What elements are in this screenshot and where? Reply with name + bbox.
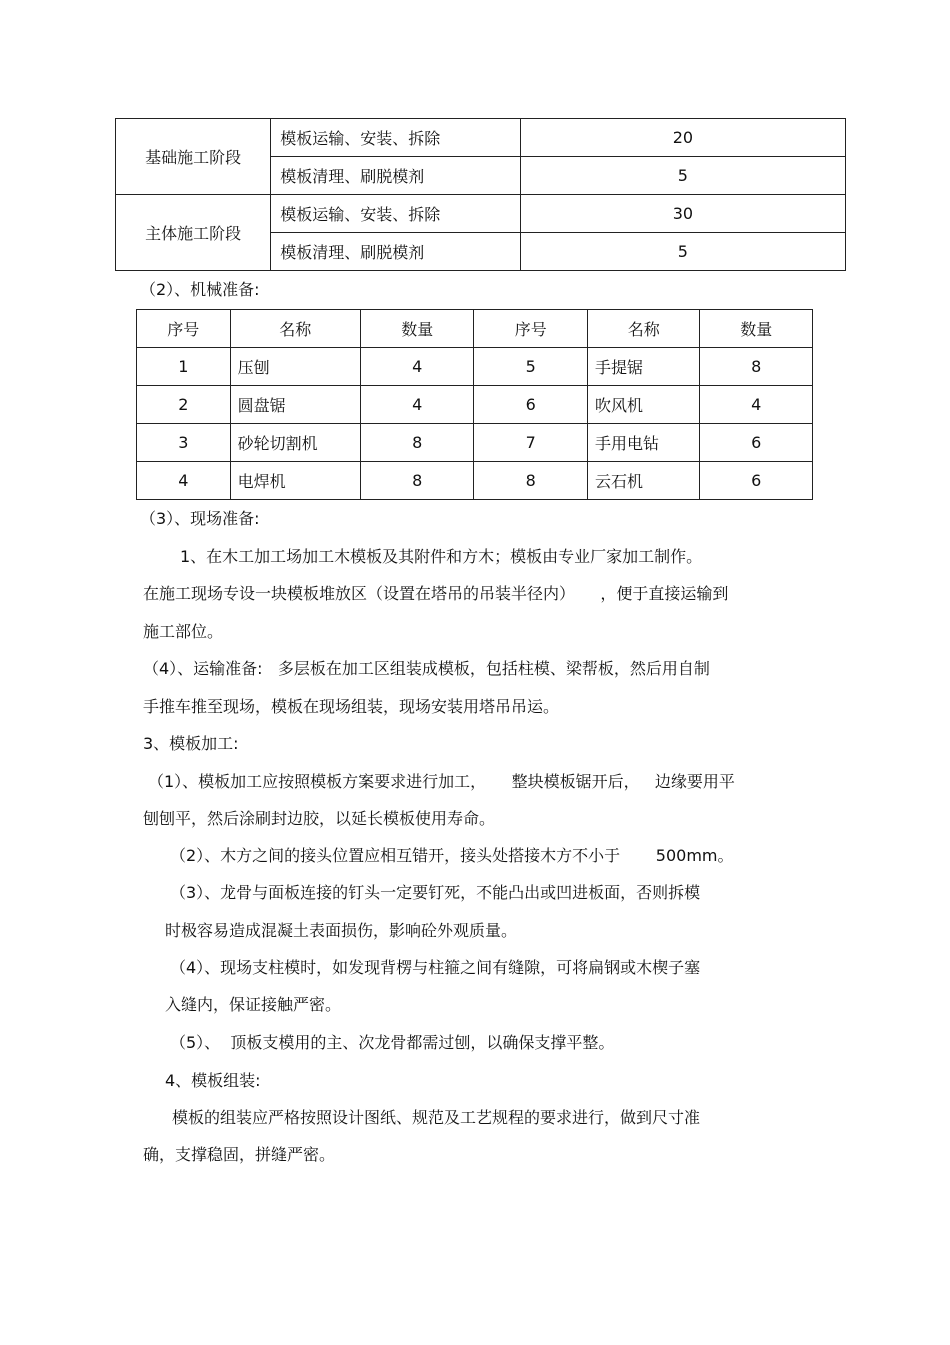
table-cell: 7 — [474, 424, 587, 462]
table-cell: 吹风机 — [587, 386, 700, 424]
table-cell: 8 — [361, 462, 474, 500]
table-cell: 4 — [700, 386, 813, 424]
paragraph-line: （5）、 顶板支模用的主、次龙骨都需过刨，以确保支撑平整。 — [170, 1033, 615, 1052]
paragraph-line: 手推车推至现场，模板在现场组装，现场安装用塔吊吊运。 — [143, 697, 560, 716]
stage-cell: 基础施工阶段 — [116, 119, 271, 195]
table-row — [137, 462, 813, 500]
table-cell: 8 — [700, 348, 813, 386]
paragraph-line: （4）、运输准备: 多层板在加工区组装成模板，包括柱模、梁帮板，然后用自制 — [143, 659, 710, 678]
table-header-row — [137, 310, 813, 348]
table-cell: 压刨 — [230, 348, 360, 386]
paragraph-line: 入缝内，保证接触严密。 — [165, 995, 342, 1014]
table-row — [116, 119, 846, 157]
labor-table — [115, 118, 846, 271]
table-cell: 5 — [474, 348, 587, 386]
section-heading: 3、模板加工: — [143, 734, 239, 753]
table-cell: 3 — [137, 424, 231, 462]
task-cell: 模板运输、安装、拆除 — [271, 119, 520, 157]
table-cell: 8 — [361, 424, 474, 462]
table-cell: 圆盘锯 — [230, 386, 360, 424]
paragraph-line: 确，支撑稳固，拼缝严密。 — [143, 1145, 336, 1164]
table-cell: 手提锯 — [587, 348, 700, 386]
paragraph-line: 模板的组装应严格按照设计图纸、规范及工艺规程的要求进行，做到尺寸准 — [172, 1108, 701, 1127]
table-cell: 8 — [474, 462, 587, 500]
paragraph-line: （4）、现场支柱模时，如发现背楞与柱箍之间有缝隙，可将扁钢或木楔子塞 — [170, 958, 701, 977]
task-cell: 模板清理、刷脱模剂 — [271, 157, 520, 195]
stage-cell: 主体施工阶段 — [116, 195, 271, 271]
count-cell: 20 — [520, 119, 845, 157]
paragraph-line: （3）、龙骨与面板连接的钉头一定要钉死，不能凸出或凹进板面，否则拆模 — [170, 883, 701, 902]
count-cell: 5 — [520, 157, 845, 195]
paragraph-line: 刨刨平，然后涂刷封边胶，以延长模板使用寿命。 — [143, 809, 496, 828]
header-cell: 序号 — [137, 310, 231, 348]
table-row — [137, 348, 813, 386]
header-cell: 数量 — [361, 310, 474, 348]
count-cell: 5 — [520, 233, 845, 271]
paragraph-line: （1）、模板加工应按照模板方案要求进行加工， 整块模板锯开后， 边缘要用平 — [148, 772, 735, 791]
header-cell: 序号 — [474, 310, 587, 348]
table-cell: 6 — [700, 462, 813, 500]
table-cell: 4 — [361, 348, 474, 386]
paragraph-line: 施工部位。 — [143, 622, 224, 641]
table-cell: 云石机 — [587, 462, 700, 500]
table-cell: 电焊机 — [230, 462, 360, 500]
table-row — [137, 386, 813, 424]
table-row — [116, 195, 846, 233]
paragraph-line: 1、在木工加工场加工木模板及其附件和方木；模板由专业厂家加工制作。 — [180, 547, 703, 566]
header-cell: 名称 — [587, 310, 700, 348]
header-cell: 数量 — [700, 310, 813, 348]
task-cell: 模板运输、安装、拆除 — [271, 195, 520, 233]
machine-table — [136, 309, 813, 500]
header-cell: 名称 — [230, 310, 360, 348]
task-cell: 模板清理、刷脱模剂 — [271, 233, 520, 271]
table-cell: 1 — [137, 348, 231, 386]
table-row — [137, 424, 813, 462]
section-heading: （3）、现场准备: — [140, 509, 260, 528]
table-cell: 6 — [474, 386, 587, 424]
count-cell: 30 — [520, 195, 845, 233]
paragraph-line: 时极容易造成混凝土表面损伤，影响砼外观质量。 — [165, 921, 518, 940]
section-heading: （2）、机械准备: — [140, 280, 260, 299]
paragraph-line: （2）、木方之间的接头位置应相互错开，接头处搭接木方不小于 500mm。 — [170, 846, 734, 865]
table-cell: 6 — [700, 424, 813, 462]
table-cell: 砂轮切割机 — [230, 424, 360, 462]
paragraph-line: 在施工现场专设一块模板堆放区（设置在塔吊的吊装半径内） ，便于直接运输到 — [143, 584, 729, 603]
section-heading: 4、模板组装: — [165, 1071, 261, 1090]
table-cell: 4 — [361, 386, 474, 424]
table-cell: 2 — [137, 386, 231, 424]
table-cell: 4 — [137, 462, 231, 500]
table-cell: 手用电钻 — [587, 424, 700, 462]
